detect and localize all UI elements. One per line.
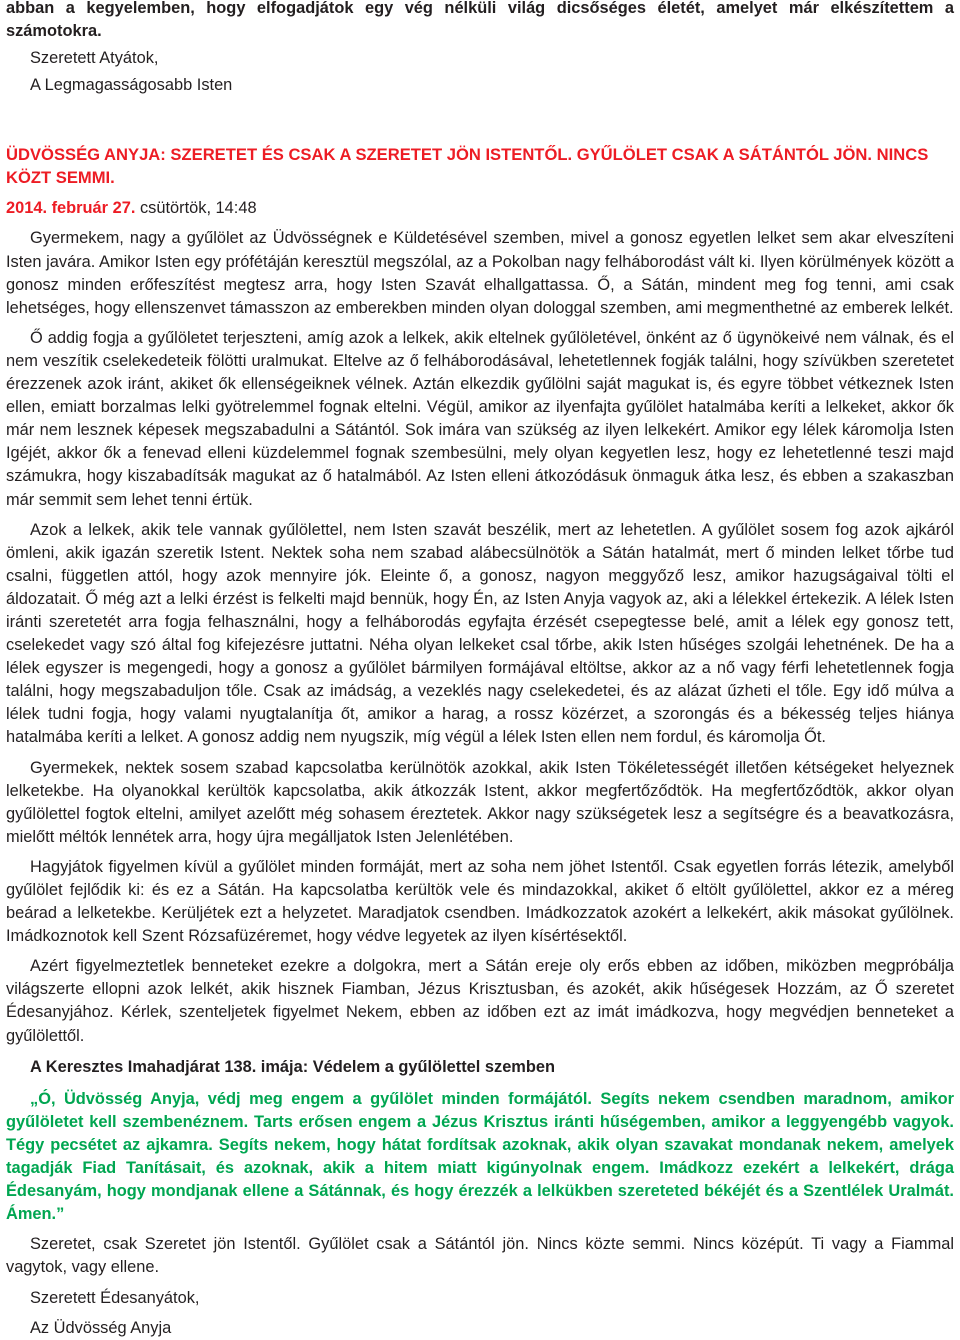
message-paragraph: Azok a lelkek, akik tele vannak gyűlölettel, nem Isten szavát beszélik, mert az lehetetlen. A gyűlölet sosem fog azok ajkáról ömleni, akik igazán szeretik Istent. Nektek soha nem szabad alábecsülnötök a Sátán hatalmát, mert ő minden lelket tőrbe tud csalni, független attól, hogy azok mennyire jók. Eleinte ő, a gonosz, nagyon meggyőző lesz, amikor hazugságaival tölti el áldozatait. Ő még azt a lelki érzést is felkelti majd bennük, hogy Én, az Isten Anyja vagyok az, aki a lélekkel értekezik. A lélek Isten iránti szeretetét arra fogja felhasználni, hogy a felháborodás egyfajta érzését csepegtesse belé, amit a lélek egy gonosz tett, cselekedet vagy szó által fog kifejezésre juttatni. Néha olyan lelkeket csal tőrbe, akik Isten hűséges szolgái lehetnének. De ha a lélek egyszer is megengedi, hogy a gonosz a gyűlölet bármilyen formájával eltöltse, akkor az a nő vagy férfi lehetetlennek fogja találni, hogy megszabaduljon tőle. Csak az imádság, a vezeklés nagy cselekedetei, és az alázat űzheti el tőle. Egy idő múlva a lélek tudni fogja, hogy valami nyugtalanítja őt, amikor a harag, a rossz közérzet, a szorongás és a békesség teljes hiánya hatalmába keríti a lelket. A gonosz addig nem nyugszik, míg végül a lélek Isten ellen nem fordul, és káromolja Őt. xyxy=(6,520,954,747)
message-time: csütörtök, 14:48 xyxy=(135,199,257,218)
document-page xyxy=(6,0,954,1340)
message-date: 2014. február 27. xyxy=(6,199,136,218)
intro-text: abban a kegyelemben, hogy elfogadjátok egy vég nélküli világ dicsőséges életét, amelyet már elkészítettem a számotokra. xyxy=(6,0,954,41)
crusade-prayer-text: „Ó, Üdvösség Anyja, védj meg engem a gyűlölet minden formájától. Segíts nekem csendben maradnom, amikor gyűlöletet kell szembenéznem. Tarts erősen engem a Jézus Krisztus iránti hűségemben, amikor a leggyengébb vagyok. Tégy pecsétet az ajkamra. Segíts nekem, hogy hátat fordítsak azoknak, akik olyan szavakat mondanak nekem, amelyek tagadják Fiad Tanításait, és azoknak, akik a hitem miatt kigúnyolnak engem. Imádkozz ezekért a lelkekért, drága Édesanyám, hogy mondjanak ellene a Sátánnak, és hogy érezzék a lelkükben szereteted békéjét és a Szentlélek Uralmát. Ámen.” xyxy=(6,1089,954,1224)
salutation-signature: A Legmagasságosabb Isten xyxy=(30,76,233,95)
signature-name: Az Üdvösség Anyja xyxy=(30,1318,172,1337)
salutation-line: Szeretett Atyátok, xyxy=(30,49,159,68)
signature-line: Szeretett Édesanyátok, xyxy=(30,1288,200,1307)
message-date-line xyxy=(6,197,954,220)
message-paragraph: Gyermekek, nektek sosem szabad kapcsolatba kerülnötök azokkal, akik Isten Tökéletességét illetően kétségeket helyeznek lelketekbe. Ha olyanokkal kerültök kapcsolatba, akik átkozzák Istent, akkor megfertőződtök. Ha megfertőződtök, akkor olyan gyűlölettel fogtok eltelni, amilyet azelőtt még sohasem éreztetek. Akkor nagy szükségetek lesz a segítségre és a beavatkozásra, mielőtt méltók lennétek arra, hogy újra megálljatok Isten Jelenlétében. xyxy=(6,758,954,846)
closing-text: Szeretet, csak Szeretet jön Istentől. Gyűlölet csak a Sátántól jön. Nincs közte semmi. Nincs középút. Ti vagy a Fiammal vagytok, vagy ellene. xyxy=(6,1235,954,1277)
message-paragraph: Hagyjátok figyelmen kívül a gyűlölet minden formáját, mert az soha nem jöhet Istentől. Csak egyetlen forrás létezik, amelyből gyűlölet fejlődik ki: és ez a Sátán. Ha kapcsolatba kerültök vele és mindazokkal, akiket ő eltölt gyűlölettel, akkor ez a méreg beárad a lelketekbe. Kerüljétek ezt a helyzetet. Maradjatok csendben. Imádkozzatok azokért a lelkekért, akik másokat gyűlölnek. Imádkoznotok kell Szent Rózsafüzéremet, hogy védve legyetek az ilyen kísértésektől. xyxy=(6,857,954,946)
message-paragraph: Ő addig fogja a gyűlöletet terjeszteni, amíg azok a lelkek, akik eltelnek gyűlöletével, önként az ő ügynökeivé nem válnak, és el nem veszítik cselekedeteik fölötti uralmukat. Eltelve az ő felháborodásával, lehetetlennek fogják találni, hogy szívükben szeretetet érezzenek azok iránt, akiket ők ellenségeiknek vélnek. Aztán elkezdik gyűlölni saját magukat is, és egyre többet vétkeznek Isten ellen, emiatt borzalmas lelki gyötrelemmel fognak eltelni. Végül, amikor az ilyenfajta gyűlölet hatalmába keríti a lelkeket, akkor ők már nem lesznek képesek megszabadulni a Sátántól. Sok imára van szükség az ilyen lelkekért. Amikor egy lélek káromolja Isten Igéjét, akkor ők a fenevad elleni küzdelemmel fognak szembesülni, mely olyan kegyetlen lesz, hogy ez lehetetlenné teszi majd számukra, hogy kiszabadítsák magukat az ő hatalmából. Az Isten elleni átkozódásuk önmaguk átka lesz, és ebben a szakaszban már semmit sem lehet tenni értük. xyxy=(6,328,954,509)
crusade-prayer-title: A Keresztes Imahadjárat 138. imája: Védelem a gyűlölettel szemben xyxy=(30,1057,556,1076)
message-paragraph: Gyermekem, nagy a gyűlölet az Üdvösségnek e Küldetésével szemben, mivel a gonosz egyetlen lelket sem akar elveszíteni Isten javára. Amikor Isten egy prófétáján keresztül megszólal, az a Pokolban nagy felháborodást vált ki. Ilyen körülmények között a gonosz minden erőfeszítést megtesz arra, hogy Isten Szavát elhallgattassa. Ő, a Sátán, mindent meg fog tenni, ami csak lehetséges, hogy ellenszenvet támasszon az emberekben minden olyan dologgal szemben, ami megmenthetné az emberek lelkét. xyxy=(6,229,954,317)
message-paragraph: Azért figyelmeztetlek benneteket ezekre a dolgokra, mert a Sátán ereje oly erős ebben az időben, miközben megpróbálja világszerte ellopni azok lelkét, akik hisznek Fiamban, Jézus Krisztusban, és azokét, akik hűségesek Hozzám, az Ő szeretet Édesanyjához. Kérlek, szenteljetek figyelmet Nekem, ebben az időben ezt az imát imádkozva, hogy megvédjen benneteket a gyűlölettől. xyxy=(6,957,954,1045)
message-title: ÜDVÖSSÉG ANYJA: SZERETET ÉS CSAK A SZERETET JÖN ISTENTŐL. GYŰLÖLET CSAK A SÁTÁNTÓL JÖN. NINCS KÖZT SEMMI. xyxy=(6,145,929,188)
